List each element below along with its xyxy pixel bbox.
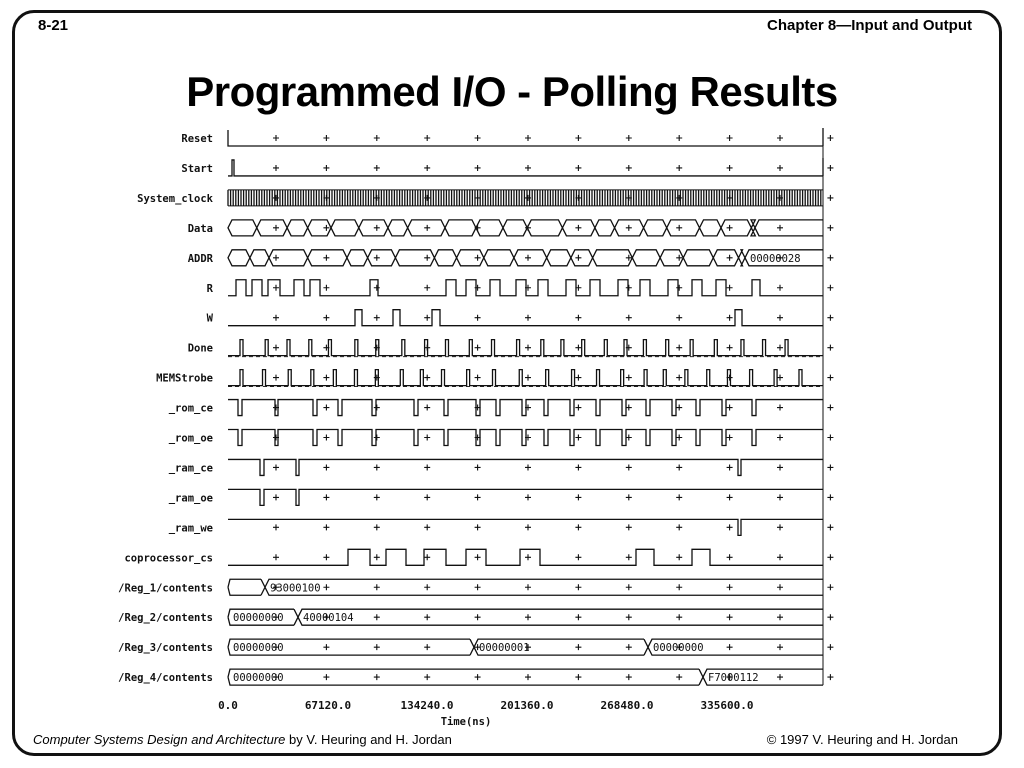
grid-mark xyxy=(727,464,733,470)
grid-mark xyxy=(626,554,632,560)
grid-mark xyxy=(777,345,783,351)
time-tick-label: 268480.0 xyxy=(600,699,654,712)
signal-label: Reset xyxy=(181,133,213,145)
waveform-r xyxy=(228,280,823,296)
grid-mark xyxy=(626,435,632,441)
time-tick-label: 67120.0 xyxy=(304,699,352,712)
grid-mark xyxy=(475,165,481,171)
addr-value: 00000028 xyxy=(750,252,801,265)
signal-label: MEMStrobe xyxy=(156,372,213,385)
signal-label: /Reg_1/contents xyxy=(118,582,213,595)
grid-mark xyxy=(827,375,833,381)
grid-mark xyxy=(273,554,279,560)
grid-mark xyxy=(626,405,632,411)
grid-mark xyxy=(273,225,279,231)
grid-mark xyxy=(575,405,581,411)
grid-mark xyxy=(575,135,581,141)
grid-mark xyxy=(273,135,279,141)
grid-mark xyxy=(827,315,833,321)
grid-mark xyxy=(777,315,783,321)
grid-mark xyxy=(575,524,581,530)
signal-label: /Reg_2/contents xyxy=(118,612,213,625)
reg-value: 00000000 xyxy=(233,612,284,625)
grid-mark xyxy=(777,554,783,560)
grid-mark xyxy=(676,524,682,530)
signal-label: _rom_oe xyxy=(168,432,213,445)
grid-mark xyxy=(827,494,833,500)
grid-mark xyxy=(273,165,279,171)
grid-mark xyxy=(777,225,783,231)
grid-mark xyxy=(827,165,833,171)
grid-mark xyxy=(525,464,531,470)
grid-mark xyxy=(273,285,279,291)
grid-mark xyxy=(626,494,632,500)
grid-mark xyxy=(676,225,682,231)
grid-mark xyxy=(475,614,481,620)
grid-mark xyxy=(777,435,783,441)
grid-mark xyxy=(323,435,329,441)
grid-mark xyxy=(475,135,481,141)
signal-label: ADDR xyxy=(187,252,213,265)
grid-mark xyxy=(777,285,783,291)
grid-mark xyxy=(323,644,329,650)
grid-mark xyxy=(827,435,833,441)
grid-mark xyxy=(827,345,833,351)
grid-mark xyxy=(374,405,380,411)
grid-mark xyxy=(575,375,581,381)
grid-mark xyxy=(424,315,430,321)
footer-book xyxy=(33,732,452,747)
grid-mark xyxy=(273,375,279,381)
grid-mark xyxy=(374,285,380,291)
grid-mark xyxy=(676,554,682,560)
grid-mark xyxy=(727,255,733,261)
grid-mark xyxy=(273,315,279,321)
grid-mark xyxy=(323,405,329,411)
signal-label: Done xyxy=(187,342,213,355)
signal-label: _ram_oe xyxy=(168,492,213,505)
grid-mark xyxy=(727,584,733,590)
time-tick-label: 201360.0 xyxy=(500,699,554,712)
signal-label: _ram_we xyxy=(168,522,213,535)
grid-mark xyxy=(575,255,581,261)
grid-mark xyxy=(475,524,481,530)
grid-mark xyxy=(676,614,682,620)
grid-mark xyxy=(827,135,833,141)
grid-mark xyxy=(575,165,581,171)
grid-mark xyxy=(424,405,430,411)
grid-mark xyxy=(525,524,531,530)
grid-mark xyxy=(525,614,531,620)
grid-mark xyxy=(424,255,430,261)
grid-mark xyxy=(374,464,380,470)
grid-mark xyxy=(727,405,733,411)
grid-mark xyxy=(727,554,733,560)
grid-mark xyxy=(727,494,733,500)
time-axis-label: Time(ns) xyxy=(440,716,492,728)
grid-mark xyxy=(475,315,481,321)
grid-mark xyxy=(575,435,581,441)
grid-mark xyxy=(374,165,380,171)
grid-mark xyxy=(424,375,430,381)
grid-mark xyxy=(475,494,481,500)
grid-mark xyxy=(273,345,279,351)
grid-mark xyxy=(374,435,380,441)
grid-mark xyxy=(777,584,783,590)
grid-mark xyxy=(575,464,581,470)
grid-mark xyxy=(626,674,632,680)
grid-mark xyxy=(273,494,279,500)
grid-mark xyxy=(575,584,581,590)
grid-mark xyxy=(777,644,783,650)
grid-mark xyxy=(323,674,329,680)
grid-mark xyxy=(323,285,329,291)
grid-mark xyxy=(676,255,682,261)
grid-mark xyxy=(626,135,632,141)
reg-value: 40000104 xyxy=(303,612,354,625)
grid-mark xyxy=(273,195,279,201)
grid-mark xyxy=(727,285,733,291)
grid-mark xyxy=(777,494,783,500)
signal-label: coprocessor_cs xyxy=(124,552,213,565)
grid-mark xyxy=(676,315,682,321)
grid-mark xyxy=(273,524,279,530)
grid-mark xyxy=(575,614,581,620)
grid-mark xyxy=(827,584,833,590)
grid-mark xyxy=(424,464,430,470)
grid-mark xyxy=(475,255,481,261)
grid-mark xyxy=(626,584,632,590)
waveform-start xyxy=(228,158,823,176)
slide-number: 8-21 xyxy=(38,17,69,34)
grid-mark xyxy=(626,614,632,620)
grid-mark xyxy=(676,285,682,291)
grid-mark xyxy=(827,405,833,411)
grid-mark xyxy=(676,674,682,680)
reg-value: 00000000 xyxy=(653,642,704,655)
grid-mark xyxy=(676,375,682,381)
reg-value: 00000000 xyxy=(233,642,284,655)
waveform-rom-ce xyxy=(228,400,823,416)
grid-mark xyxy=(626,315,632,321)
grid-mark xyxy=(777,674,783,680)
grid-mark xyxy=(525,554,531,560)
grid-mark xyxy=(575,345,581,351)
grid-mark xyxy=(676,494,682,500)
grid-mark xyxy=(676,464,682,470)
grid-mark xyxy=(676,345,682,351)
grid-mark xyxy=(374,494,380,500)
reg-value: 00000001 xyxy=(479,642,530,655)
grid-mark xyxy=(424,285,430,291)
grid-mark xyxy=(374,225,380,231)
grid-mark xyxy=(575,225,581,231)
time-tick-label: 335600.0 xyxy=(700,699,754,712)
grid-mark xyxy=(323,554,329,560)
grid-mark xyxy=(827,255,833,261)
waveform-system-clock xyxy=(228,190,821,206)
grid-mark xyxy=(575,674,581,680)
footer-copyright: © 1997 V. Heuring and H. Jordan xyxy=(766,732,958,747)
reg-value: 00000000 xyxy=(233,672,284,685)
grid-mark xyxy=(777,464,783,470)
grid-mark xyxy=(777,135,783,141)
grid-mark xyxy=(475,554,481,560)
grid-mark xyxy=(676,195,682,201)
grid-mark xyxy=(827,464,833,470)
grid-mark xyxy=(777,405,783,411)
grid-mark xyxy=(424,614,430,620)
grid-mark xyxy=(374,255,380,261)
grid-mark xyxy=(273,255,279,261)
signal-label: Start xyxy=(181,162,213,175)
signal-label: /Reg_3/contents xyxy=(118,642,213,655)
grid-mark xyxy=(727,435,733,441)
grid-mark xyxy=(323,165,329,171)
signal-label: W xyxy=(206,312,213,325)
grid-mark xyxy=(475,464,481,470)
signal-label: _rom_ce xyxy=(168,402,213,415)
signal-label: _ram_ce xyxy=(168,462,213,475)
slide-title: Programmed I/O - Polling Results xyxy=(186,68,838,115)
grid-mark xyxy=(475,375,481,381)
grid-mark xyxy=(475,584,481,590)
grid-mark xyxy=(827,195,833,201)
grid-mark xyxy=(323,584,329,590)
grid-mark xyxy=(676,435,682,441)
waveform-rom-oe xyxy=(228,430,823,446)
grid-mark xyxy=(424,494,430,500)
grid-mark xyxy=(475,345,481,351)
grid-mark xyxy=(374,644,380,650)
book-title: Computer Systems Design and Architecture xyxy=(33,732,286,747)
grid-mark xyxy=(424,644,430,650)
grid-mark xyxy=(827,614,833,620)
grid-mark xyxy=(424,225,430,231)
grid-mark xyxy=(575,494,581,500)
grid-mark xyxy=(323,464,329,470)
grid-mark xyxy=(727,225,733,231)
grid-mark xyxy=(777,524,783,530)
signal-label: Data xyxy=(187,222,213,235)
chapter-title: Chapter 8—Input and Output xyxy=(767,17,972,34)
grid-mark xyxy=(626,524,632,530)
grid-mark xyxy=(475,674,481,680)
grid-mark xyxy=(374,315,380,321)
grid-mark xyxy=(827,225,833,231)
grid-mark xyxy=(727,644,733,650)
grid-mark xyxy=(424,524,430,530)
grid-mark xyxy=(727,614,733,620)
grid-mark xyxy=(626,644,632,650)
grid-mark xyxy=(525,584,531,590)
grid-mark xyxy=(424,435,430,441)
grid-mark xyxy=(827,554,833,560)
grid-mark xyxy=(575,315,581,321)
grid-mark xyxy=(676,405,682,411)
signal-label: System_clock xyxy=(137,192,213,205)
grid-mark xyxy=(323,494,329,500)
grid-mark xyxy=(525,674,531,680)
grid-mark xyxy=(525,494,531,500)
time-tick-label: 134240.0 xyxy=(400,699,454,712)
grid-mark xyxy=(626,464,632,470)
grid-mark xyxy=(827,285,833,291)
grid-mark xyxy=(424,674,430,680)
reg-value: F7000112 xyxy=(708,672,759,685)
grid-mark xyxy=(374,524,380,530)
grid-mark xyxy=(424,135,430,141)
grid-mark xyxy=(525,135,531,141)
grid-mark xyxy=(777,614,783,620)
grid-mark xyxy=(525,375,531,381)
grid-mark xyxy=(575,554,581,560)
grid-mark xyxy=(827,524,833,530)
grid-mark xyxy=(525,255,531,261)
grid-mark xyxy=(525,315,531,321)
grid-mark xyxy=(676,165,682,171)
waveform-reset xyxy=(228,128,823,146)
grid-mark xyxy=(323,524,329,530)
grid-mark xyxy=(273,464,279,470)
grid-mark xyxy=(626,285,632,291)
grid-mark xyxy=(424,165,430,171)
grid-mark xyxy=(374,614,380,620)
grid-mark xyxy=(525,165,531,171)
grid-mark xyxy=(374,135,380,141)
grid-mark xyxy=(676,584,682,590)
grid-mark xyxy=(323,225,329,231)
grid-mark xyxy=(424,554,430,560)
grid-mark xyxy=(727,524,733,530)
reg-value: 93000100 xyxy=(270,582,321,595)
grid-mark xyxy=(727,345,733,351)
grid-mark xyxy=(626,375,632,381)
grid-mark xyxy=(323,375,329,381)
grid-mark xyxy=(827,674,833,680)
grid-mark xyxy=(525,345,531,351)
grid-mark xyxy=(575,644,581,650)
grid-mark xyxy=(827,644,833,650)
grid-mark xyxy=(374,554,380,560)
grid-mark xyxy=(424,584,430,590)
grid-mark xyxy=(323,135,329,141)
grid-mark xyxy=(727,315,733,321)
grid-mark xyxy=(626,165,632,171)
grid-mark xyxy=(777,375,783,381)
grid-mark xyxy=(626,225,632,231)
grid-mark xyxy=(727,165,733,171)
book-authors: by V. Heuring and H. Jordan xyxy=(285,732,452,747)
grid-mark xyxy=(727,135,733,141)
time-tick-label: 0.0 xyxy=(218,699,238,712)
signal-label: /Reg_4/contents xyxy=(118,672,213,685)
grid-mark xyxy=(676,135,682,141)
grid-mark xyxy=(374,584,380,590)
grid-mark xyxy=(323,255,329,261)
signal-label: R xyxy=(206,282,213,295)
grid-mark xyxy=(323,315,329,321)
grid-mark xyxy=(374,674,380,680)
grid-mark xyxy=(777,165,783,171)
